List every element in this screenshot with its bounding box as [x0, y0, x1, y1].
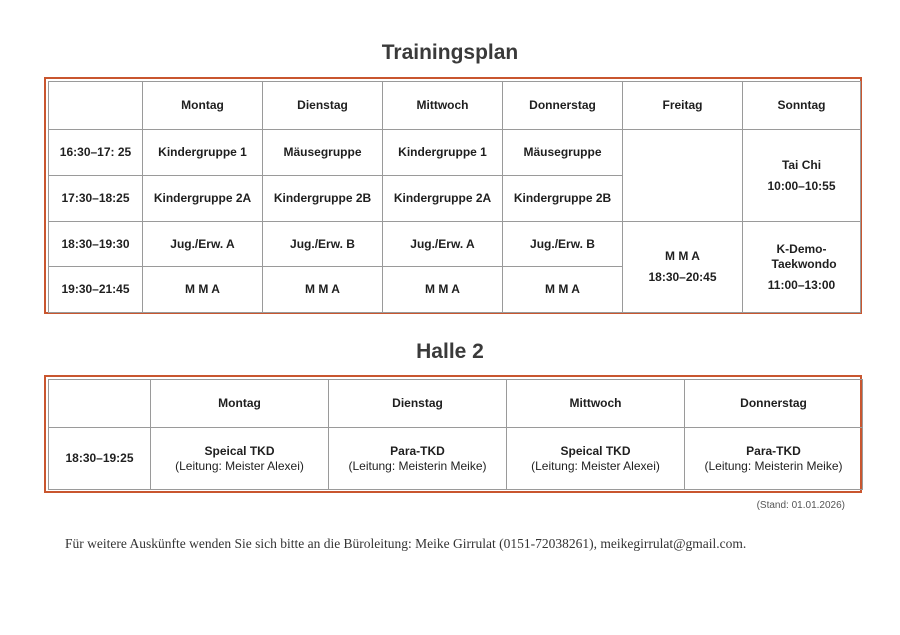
cell-tue: Kindergruppe 2B	[263, 176, 383, 222]
header-donnerstag: Donnerstag	[685, 380, 863, 428]
cell-friday-mma	[623, 222, 743, 313]
contact-footer: Für weitere Auskünfte wenden Sie sich bitte an die Büroleitung: Meike Girrulat (0151-72038261), meikegirrulat@gmail.com.	[65, 536, 747, 551]
cell-wed	[507, 428, 685, 490]
header-corner	[49, 380, 151, 428]
table-row	[49, 428, 863, 490]
cell-thu: Jug./Erw. B	[503, 222, 623, 267]
cell-mon	[151, 428, 329, 490]
table-row	[49, 222, 861, 267]
cell-sunday-taichi	[743, 130, 861, 222]
halle2-title: Halle 2	[416, 340, 484, 363]
cell-tue: Jug./Erw. B	[263, 222, 383, 267]
class-lead: (Leitung: Meisterin Meike)	[348, 458, 487, 473]
cell-wed: M M A	[383, 267, 503, 313]
trainingsplan-title: Trainingsplan	[381, 41, 519, 64]
header-sonntag: Sonntag	[743, 82, 861, 130]
time-label: 19:30–21:45	[49, 267, 143, 313]
cell-wed: Kindergruppe 1	[383, 130, 503, 176]
table-row	[49, 130, 861, 176]
class-name: Speical TKD	[560, 443, 631, 458]
header-donnerstag: Donnerstag	[503, 82, 623, 130]
header-corner	[49, 82, 143, 130]
cell-sunday-kdemo	[743, 222, 861, 313]
class-lead: (Leitung: Meister Alexei)	[531, 458, 660, 473]
cell-thu: Mäusegruppe	[503, 130, 623, 176]
header-freitag: Freitag	[623, 82, 743, 130]
cell-wed: Kindergruppe 2A	[383, 176, 503, 222]
cell-mon: Jug./Erw. A	[143, 222, 263, 267]
cell-fri-empty	[623, 130, 743, 222]
header-dienstag: Dienstag	[329, 380, 507, 428]
cell-tue: Mäusegruppe	[263, 130, 383, 176]
header-row	[49, 82, 861, 130]
cell-mon: Kindergruppe 2A	[143, 176, 263, 222]
cell-wed: Jug./Erw. A	[383, 222, 503, 267]
header-mittwoch: Mittwoch	[383, 82, 503, 130]
class-name: Para-TKD	[746, 443, 801, 458]
taichi-time: 10:00–10:55	[767, 178, 836, 193]
trainingsplan-table	[44, 77, 862, 314]
kdemo-time: 11:00–13:00	[767, 277, 836, 292]
halle2-table	[44, 375, 862, 493]
cell-thu: M M A	[503, 267, 623, 313]
taichi-name: Tai Chi	[781, 157, 822, 172]
class-lead: (Leitung: Meisterin Meike)	[704, 458, 843, 473]
stand-date: (Stand: 01.01.2026)	[756, 500, 845, 511]
time-label: 16:30–17: 25	[49, 130, 143, 176]
time-label: 17:30–18:25	[49, 176, 143, 222]
cell-mon: M M A	[143, 267, 263, 313]
cell-thu: Kindergruppe 2B	[503, 176, 623, 222]
friday-mma-time: 18:30–20:45	[648, 270, 717, 284]
class-name: Speical TKD	[204, 443, 275, 458]
class-lead: (Leitung: Meister Alexei)	[175, 458, 304, 473]
header-row	[49, 380, 863, 428]
cell-mon: Kindergruppe 1	[143, 130, 263, 176]
header-dienstag: Dienstag	[263, 82, 383, 130]
cell-tue	[329, 428, 507, 490]
time-label: 18:30–19:25	[49, 428, 151, 490]
friday-mma-name: M M A	[665, 249, 700, 263]
kdemo-name: K-Demo-Taekwondo	[771, 241, 837, 271]
cell-tue: M M A	[263, 267, 383, 313]
cell-thu	[685, 428, 863, 490]
header-mittwoch: Mittwoch	[507, 380, 685, 428]
class-name: Para-TKD	[390, 443, 445, 458]
time-label: 18:30–19:30	[49, 222, 143, 267]
header-montag: Montag	[151, 380, 329, 428]
header-montag: Montag	[143, 82, 263, 130]
